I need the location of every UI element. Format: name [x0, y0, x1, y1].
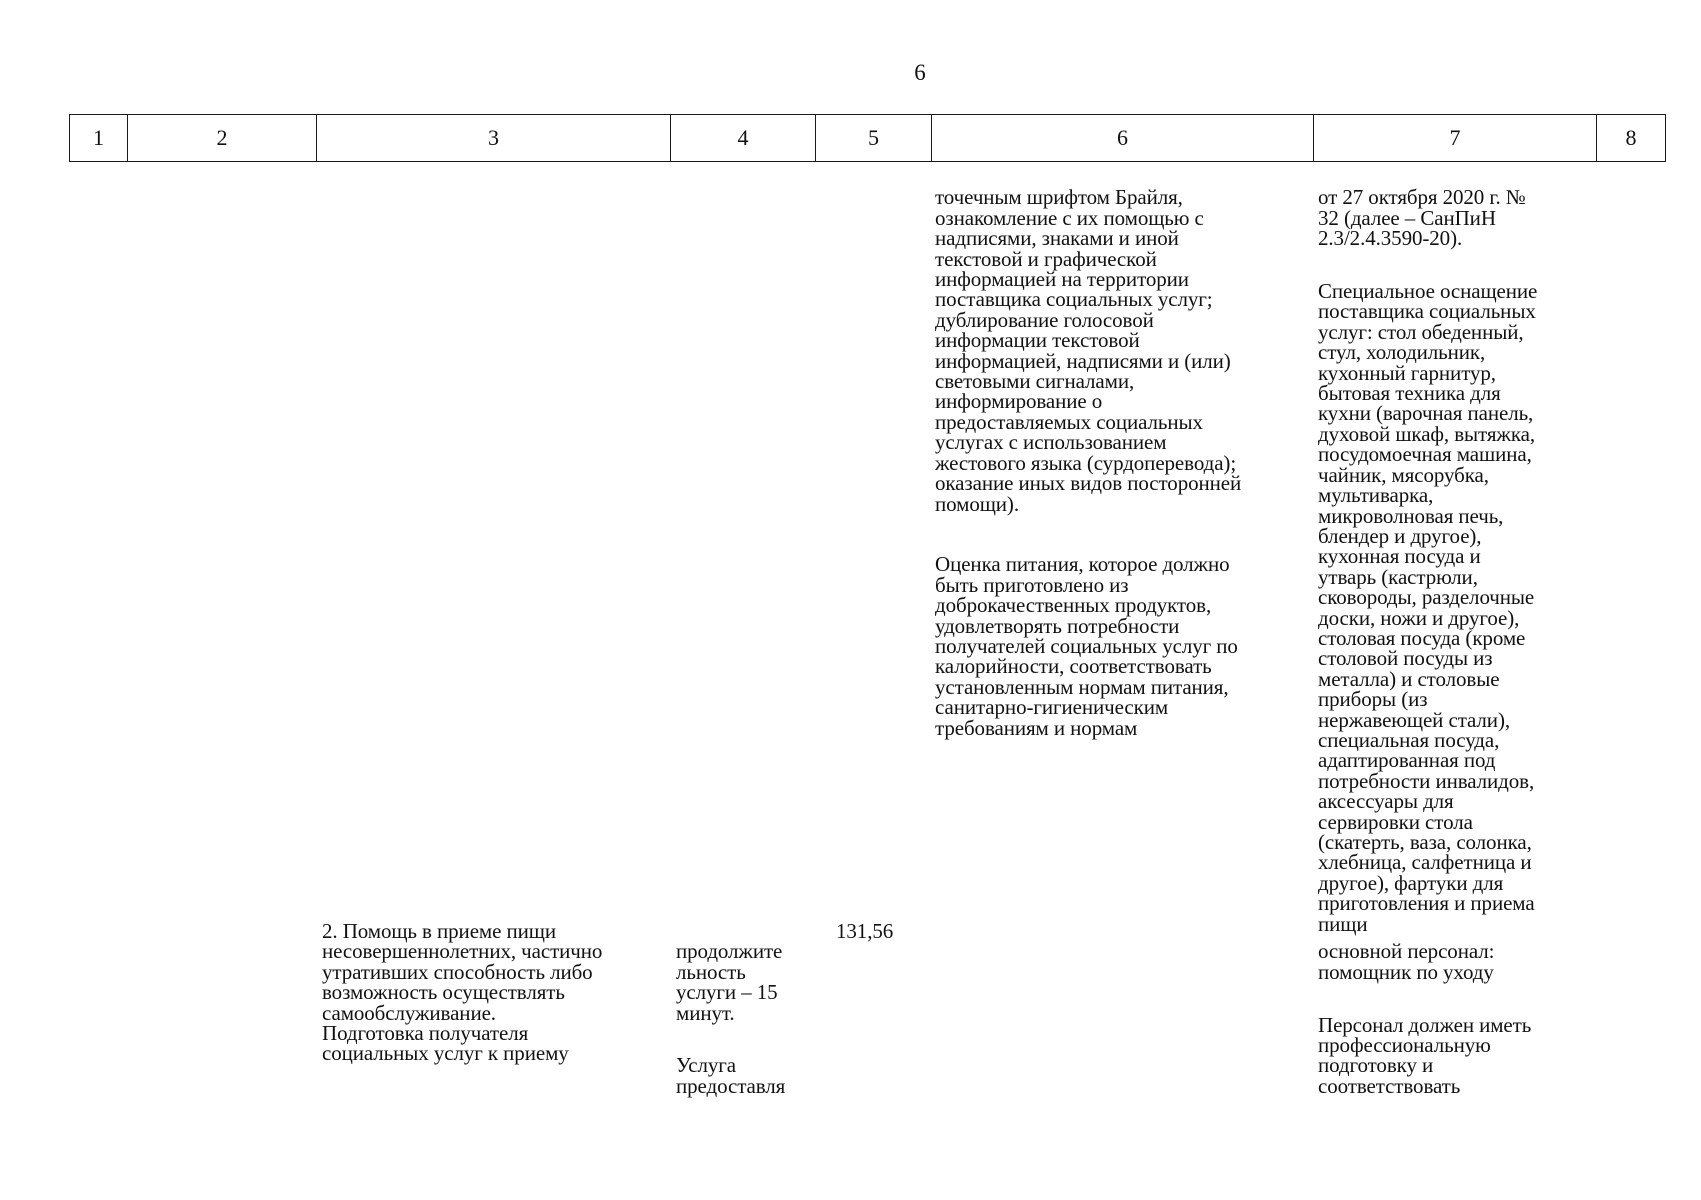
column-number-1: 1: [70, 115, 128, 162]
row2-col7-staff: [1318, 921, 1603, 1117]
column-number-8: 8: [1597, 115, 1666, 162]
row2-col4-service-duration: [676, 921, 816, 1117]
row2-col7-paragraph-1: основной персонал: помощник по уходу: [1318, 939, 1495, 984]
row2-col4-paragraph-2: Услуга предоставля: [676, 1053, 786, 1098]
page-number: 6: [914, 60, 926, 85]
column-number-3: 3: [317, 115, 671, 162]
row1-col7-equipment: [1318, 167, 1603, 954]
table-header-row: [69, 114, 1666, 162]
row2-col7-paragraph-2: Персонал должен иметь профессиональную подготовку и соответствовать: [1318, 1012, 1532, 1098]
column-number-4: 4: [671, 115, 816, 162]
row2-col3-service-name: 2. Помощь в приеме пищи несовершеннолетних, частично утративших способность либо возможность осуществлять самообслуживание. Подготовка получателя социальных услуг к приему: [322, 919, 603, 1066]
row1-col7-paragraph-2: Специальное оснащение поставщика социальных услуг: стол обеденный, стул, холодильник, кухонный гарнитур, бытовая техника для кухни (варочная панель, духовой шкаф, вытяжка, посудомоечная машина, чайник, мясорубка, мультиварка, микроволновая печь, блендер и другое), кухонная посуда и утварь (кастрюли, сковороды, разделочные доски, ножи и другое), столовая посуда (кроме столовой посуды из металла) и столовые приборы (из нержавеющей стали), специальная посуда, адаптированная под потребности инвалидов, аксессуары для сервировки стола (скатерть, ваза, солонка, хлебница, салфетница и другое), фартуки для приготовления и приема пищи: [1318, 279, 1538, 936]
row1-col6-service-standards: [935, 167, 1305, 758]
row1-col7-paragraph-1: от 27 октября 2020 г. № 32 (далее – СанПиН 2.3/2.4.3590-20).: [1318, 185, 1526, 251]
row2-col4-paragraph-1: продолжите льность услуги – 15 минут.: [676, 939, 783, 1025]
column-number-7: 7: [1314, 115, 1597, 162]
column-number-5: 5: [816, 115, 932, 162]
row1-col6-paragraph-1: точечным шрифтом Брайля, ознакомление с их помощью с надписями, знаками и иной текстовой и графической информацией на территории поставщика социальных услуг; дублирование голосовой информации текстовой информацией, надписями и (или) световыми сигналами, информирование о предоставляемых социальных услугах с использованием жестового языка (сурдоперевода); оказание иных видов посторонней помощи).: [935, 185, 1242, 516]
row2-col5-tariff: 131,56: [836, 919, 894, 943]
row1-col6-paragraph-2: Оценка питания, которое должно быть приготовлено из доброкачественных продуктов, удовлетворять потребности получателей социальных услуг по калорийности, соответствовать установленным нормам питания, санитарно-гигиеническим требованиям и нормам: [935, 552, 1238, 740]
column-number-2: 2: [128, 115, 317, 162]
column-number-6: 6: [932, 115, 1314, 162]
